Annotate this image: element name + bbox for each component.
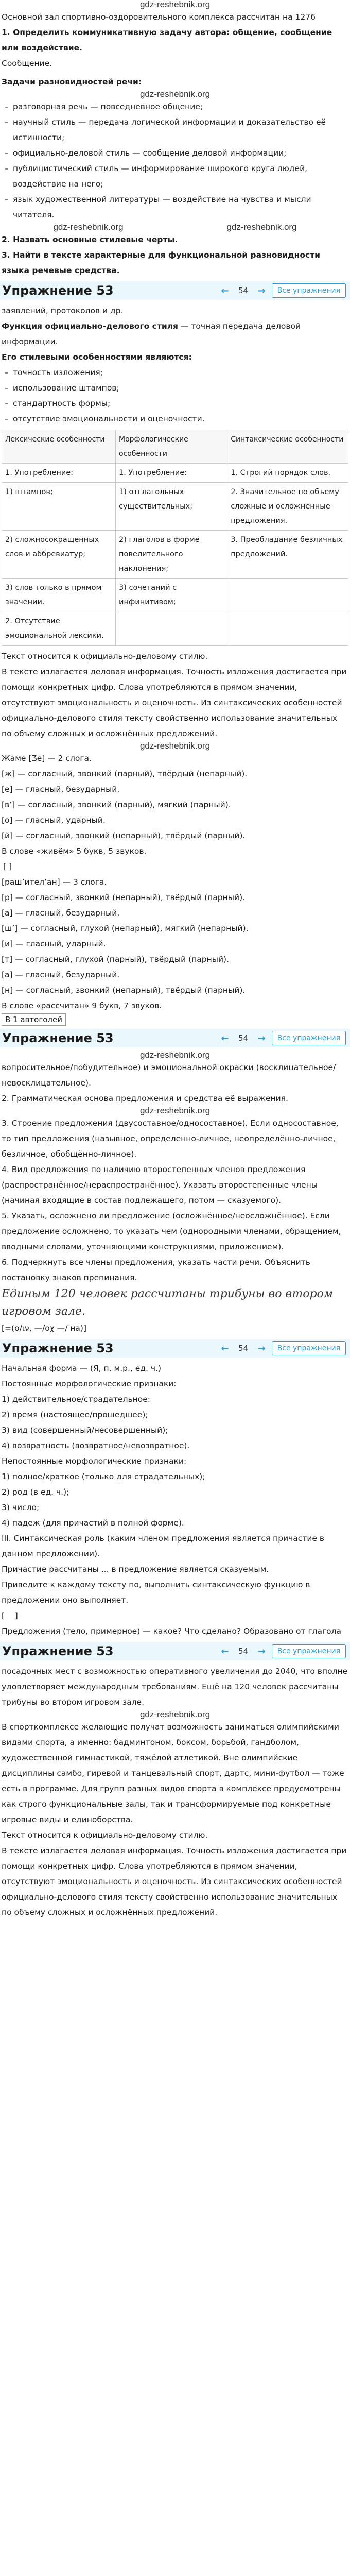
list-item: – разговорная речь — повседневное общение; bbox=[2, 99, 348, 114]
exercise-title: Упражнение 53 bbox=[2, 283, 114, 298]
task-1: 1. Определить коммуникативную задачу автора: общение, сообщение или воздействие. bbox=[2, 28, 335, 53]
morph-line: Причастие рассчитаны ... в предложение является сказуемым. bbox=[2, 1565, 269, 1574]
morph-line: Постоянные морфологические признаки: bbox=[2, 1379, 177, 1388]
all-exercises-button[interactable]: Все упражнения bbox=[272, 283, 346, 298]
analysis-step: 2. Грамматическая основа предложения и средства её выражения. bbox=[2, 1094, 288, 1103]
phonetic-line: [ж] — согласный, звонкий (парный), твёрдый (непарный). bbox=[2, 769, 248, 778]
table-cell: 1. Строгий порядок слов. bbox=[227, 464, 348, 483]
morph-line: Предложения (тело, примерное) — какое? Что сделано? Образовано от глагола bbox=[2, 1626, 342, 1636]
exercise-title: Упражнение 53 bbox=[2, 1341, 114, 1355]
section-style-analysis bbox=[0, 303, 350, 1026]
table-header-row bbox=[2, 430, 348, 464]
analysis-step: вопросительное/побудительное) и эмоциональной окраски (восклицательное/невосклицательное). bbox=[2, 1063, 336, 1088]
section-source-text bbox=[0, 1664, 350, 1920]
task-4: 3. Найти в тексте характерные для функциональной разновидности языка речевые средства. bbox=[2, 250, 323, 275]
table-row bbox=[2, 483, 348, 531]
morph-line: III. Синтаксическая роль (каким членом предложения является причастие в данном предложении). bbox=[2, 1534, 327, 1558]
function-text: — точная передача деловой информации. bbox=[2, 321, 304, 346]
phonetic-heading: [раш’ител’ан] — 3 слога. bbox=[2, 877, 107, 887]
morph-line: Непостоянные морфологические признаки: bbox=[2, 1456, 187, 1466]
function-paragraph bbox=[2, 318, 348, 349]
table-cell: 1. Употребление: bbox=[2, 464, 116, 483]
next-arrow-icon[interactable]: → bbox=[257, 1646, 266, 1657]
text-paragraph: посадочных мест с возможностью оперативного увеличения до 2040, что вполне удовлетворяет международным требованиям. Ещё на 120 человек рассчитаны трибуны во втором игровом зале. bbox=[2, 1667, 350, 1707]
table-cell: 3) слов только в прямом значении. bbox=[2, 579, 116, 612]
exercise-pager bbox=[221, 1642, 350, 1660]
section-top bbox=[0, 0, 350, 278]
table-cell bbox=[116, 612, 227, 646]
phonetic-line: [н] — согласный, звонкий (непарный), твёрдый (парный). bbox=[2, 986, 246, 995]
table-cell: 3) сочетаний с инфинитивом; bbox=[116, 579, 227, 612]
exercise-title: Упражнение 53 bbox=[2, 1031, 114, 1045]
list-item: – точность изложения; bbox=[2, 365, 348, 380]
exercise-pager bbox=[221, 281, 350, 300]
watermark: gdz-reshebnik.org bbox=[139, 1709, 211, 1719]
page-number: 54 bbox=[238, 1033, 249, 1043]
morph-line: Начальная форма — (Я, п, м.р., ед. ч.) bbox=[2, 1364, 161, 1373]
all-exercises-button[interactable]: Все упражнения bbox=[272, 1644, 346, 1658]
table-row bbox=[2, 579, 348, 612]
text-paragraph: В тексте излагается деловая информация. Точность изложения достигается при помощи конкретных цифр. Слова употребляются в прямом значении, отсутствуют эмоциональность и оценочность. Из синтаксических особенностей официально-делового стиля тексту свойственно использование значительных по объему сложных и осложнённых предложений. bbox=[2, 1846, 349, 1917]
list-item: – язык художественной литературы — воздействие на чувства и мысли читателя. bbox=[2, 192, 348, 223]
table-cell: 2. Отсутствие эмоциональной лексики. bbox=[2, 612, 116, 646]
phonetic-line: [ш’] — согласный, глухой (непарный), мягкий (непарный). bbox=[2, 924, 249, 933]
next-arrow-icon[interactable]: → bbox=[257, 1343, 266, 1354]
list-item: – публицистический стиль — информирование широкого круга людей, воздействие на него; bbox=[2, 161, 348, 192]
prev-arrow-icon[interactable]: ← bbox=[221, 1343, 229, 1354]
page-number: 54 bbox=[238, 1344, 249, 1353]
phonetic-line: [о] — гласный, ударный. bbox=[2, 816, 106, 825]
analysis-step: 6. Подчеркнуть все члены предложения, указать части речи. Объяснить постановку знаков препинания. bbox=[2, 1258, 313, 1282]
phonetic-line: [й] — согласный, звонкий (непарный), твёрдый (парный). bbox=[2, 831, 246, 840]
table-header: Синтаксические особенности bbox=[227, 430, 348, 464]
morph-line: 1) действительное/страдательное: bbox=[2, 1395, 150, 1404]
morph-line: 3) число; bbox=[2, 1503, 40, 1512]
table-cell bbox=[227, 579, 348, 612]
phonetic-line: [а] — гласный, безударный. bbox=[2, 908, 120, 918]
top-line: Основной зал спортивно-оздоровительного комплекса рассчитан на 1276 bbox=[2, 12, 316, 22]
analysis-step: 4. Вид предложения по наличию второстепенных членов предложения (распространённое/нераспространённое). Указать второстепенные члены (начиная входящие в состав подлежащего, потом — сказуемого). bbox=[2, 1165, 320, 1205]
phonetic-summary: В слове «живём» 5 букв, 5 звуков. bbox=[2, 846, 147, 856]
table-header: Лексические особенности bbox=[2, 430, 116, 464]
text-paragraph: Текст относится к официально-деловому стилю. bbox=[2, 1831, 208, 1840]
morph-line: 2) род (в ед. ч.); bbox=[2, 1487, 69, 1497]
table-row bbox=[2, 612, 348, 646]
page-number: 54 bbox=[238, 286, 249, 295]
list-item: – отсутствие эмоциональности и оценочности. bbox=[2, 411, 348, 427]
list-item: – официально-деловой стиль — сообщение деловой информации; bbox=[2, 145, 348, 161]
watermark-row bbox=[2, 0, 348, 9]
style-explanation: В тексте излагается деловая информация. Точность изложения достигается при помощи конкретных цифр. Слова употребляются в прямом значении, отсутствуют эмоциональность и оценочность. Из синтаксических особенностей официально-делового стиля тексту свойственно использование значительных по объему сложных и осложнённых предложений. bbox=[2, 667, 349, 738]
phonetic-line: [т] — согласный, глухой (парный), твёрдый (парный). bbox=[2, 955, 230, 964]
morph-line: 2) время (настоящее/прошедшее); bbox=[2, 1410, 148, 1419]
handwritten-sentence: Единым 120 человек рассчитаны трибуны во втором игровом зале. bbox=[2, 1287, 334, 1318]
task-3: 2. Назвать основные стилевые черты. bbox=[2, 235, 178, 244]
phonetic-line: [е] — гласный, безударный. bbox=[2, 785, 120, 794]
answer-1: Сообщение. bbox=[2, 59, 52, 68]
next-arrow-icon[interactable]: → bbox=[257, 1032, 266, 1044]
exercise-nav-bar bbox=[0, 281, 350, 300]
exercise-nav-bar bbox=[0, 1029, 350, 1047]
text-line: заявлений, протоколов и др. bbox=[2, 306, 124, 315]
list-item: – стандартность формы; bbox=[2, 396, 348, 411]
prev-arrow-icon[interactable]: ← bbox=[221, 285, 229, 296]
morph-line: Приведите к каждому тексту по, выполнить синтаксическую функцию в предложении оно выполняет. bbox=[2, 1580, 313, 1605]
page-number: 54 bbox=[238, 1647, 249, 1656]
list-item: – использование штампов; bbox=[2, 380, 348, 396]
table-cell: 3. Преобладание безличных предложений. bbox=[227, 531, 348, 579]
speech-tasks-list bbox=[2, 99, 348, 223]
list-item: – научный стиль — передача логической информации и доказательство её истинности; bbox=[2, 114, 348, 145]
table-cell: 2. Значительное по объему сложные и осложненные предложения. bbox=[227, 483, 348, 531]
function-title: Функция официально-делового стиля bbox=[2, 321, 179, 331]
table-row bbox=[2, 531, 348, 579]
features-table bbox=[2, 430, 348, 646]
phonetic-summary: В слове «рассчитан» 9 букв, 7 звуков. bbox=[2, 1001, 162, 1010]
watermark: gdz-reshebnik.org bbox=[139, 1050, 211, 1060]
table-cell: 1) штампов; bbox=[2, 483, 116, 531]
table-cell bbox=[227, 612, 348, 646]
watermark: gdz-reshebnik.org bbox=[226, 222, 297, 232]
exercise-nav-bar bbox=[0, 1339, 350, 1358]
morph-line: 4) падеж (для причастий в полной форме). bbox=[2, 1518, 184, 1528]
phonetic-line: [р] — согласный, звонкий (непарный), твёрдый (парный). bbox=[2, 893, 246, 902]
phonetic-line: [и] — гласный, ударный. bbox=[2, 939, 106, 948]
watermark: gdz-reshebnik.org bbox=[139, 1106, 211, 1115]
table-header: Морфологические особенности bbox=[116, 430, 227, 464]
style-conclusion: Текст относится к официально-деловому стилю. bbox=[2, 652, 208, 661]
morph-line: 3) вид (совершенный/несовершенный); bbox=[2, 1426, 168, 1435]
features-list bbox=[2, 365, 348, 427]
all-exercises-button[interactable]: Все упражнения bbox=[272, 1031, 346, 1045]
phonetic-heading: Жаме [Ʒe] — 2 слога. bbox=[2, 754, 92, 763]
text-paragraph: В спорткомплексе желающие получат возможность заниматься олимпийскими видами спорта, а именно: бадминтоном, боксом, борьбой, гандболом, художественной гимнастикой, тяжёлой атлетикой. Вне олимпийские дисциплины самбо, гиревой и танцевальный спорт, дартс, мини-футбол — тоже есть в программе. Для групп разных видов спорта в комплексе предусмотрены как строго функциональные залы, так и трансформируемые под конкретные игровые виды и единоборства. bbox=[2, 1722, 347, 1824]
table-cell: 2) глаголов в форме повелительного наклонения; bbox=[116, 531, 227, 579]
table-cell: 1) отглагольных существительных; bbox=[116, 483, 227, 531]
table-row bbox=[2, 464, 348, 483]
table-cell: 1. Употребление: bbox=[116, 464, 227, 483]
phonetic-line: [в’] — согласный, звонкий (парный), мягкий (парный). bbox=[2, 800, 231, 809]
sentence-scheme: [=(ο/ιν, —/оχ —/ на)] bbox=[2, 1324, 87, 1333]
blank-line: [ ] bbox=[3, 862, 12, 871]
analysis-step: 5. Указать, осложнено ли предложение (осложнённое/неосложнённое). Если предложение осложнено, то указать чем (однородными членами, обращением, вводными словами, уточняющими конструкциями, приложением). bbox=[2, 1211, 344, 1251]
next-arrow-icon[interactable]: → bbox=[257, 285, 266, 296]
watermark: gdz-reshebnik.org bbox=[139, 741, 211, 751]
morph-line: [ ] bbox=[2, 1611, 18, 1620]
analysis-step: 3. Строение предложения (двусоставное/односоставное). Если односоставное, то тип предложения (назывное, определенно-личное, неопределённо-личное, безличное, обобщённо-личное). bbox=[2, 1118, 341, 1159]
phonetic-line: [а] — гласный, безударный. bbox=[2, 970, 120, 979]
prev-arrow-icon[interactable]: ← bbox=[221, 1646, 229, 1657]
morph-line: 4) возвратность (возвратное/невозвратное). bbox=[2, 1441, 190, 1450]
watermark: gdz-reshebnik.org bbox=[139, 0, 211, 9]
boxed-note bbox=[2, 1013, 348, 1026]
morph-line: 1) полное/краткое (только для страдательных); bbox=[2, 1472, 205, 1481]
prev-arrow-icon[interactable]: ← bbox=[221, 1032, 229, 1044]
exercise-title: Упражнение 53 bbox=[2, 1644, 114, 1658]
exercise-pager bbox=[221, 1029, 350, 1047]
table-cell: 2) сложносокращенных слов и аббревиатур; bbox=[2, 531, 116, 579]
task-2-heading: Задачи разновидностей речи: bbox=[2, 77, 142, 87]
exercise-pager bbox=[221, 1339, 350, 1358]
section-sentence-analysis bbox=[0, 1050, 350, 1336]
watermark: gdz-reshebnik.org bbox=[139, 89, 211, 99]
all-exercises-button[interactable]: Все упражнения bbox=[272, 1341, 346, 1355]
features-heading: Его стилевыми особенностями являются: bbox=[2, 352, 192, 362]
section-participle-analysis bbox=[0, 1361, 350, 1639]
watermark: gdz-reshebnik.org bbox=[53, 222, 124, 232]
exercise-nav-bar bbox=[0, 1642, 350, 1660]
boxed-text: В 1 автоголей bbox=[2, 1013, 66, 1026]
